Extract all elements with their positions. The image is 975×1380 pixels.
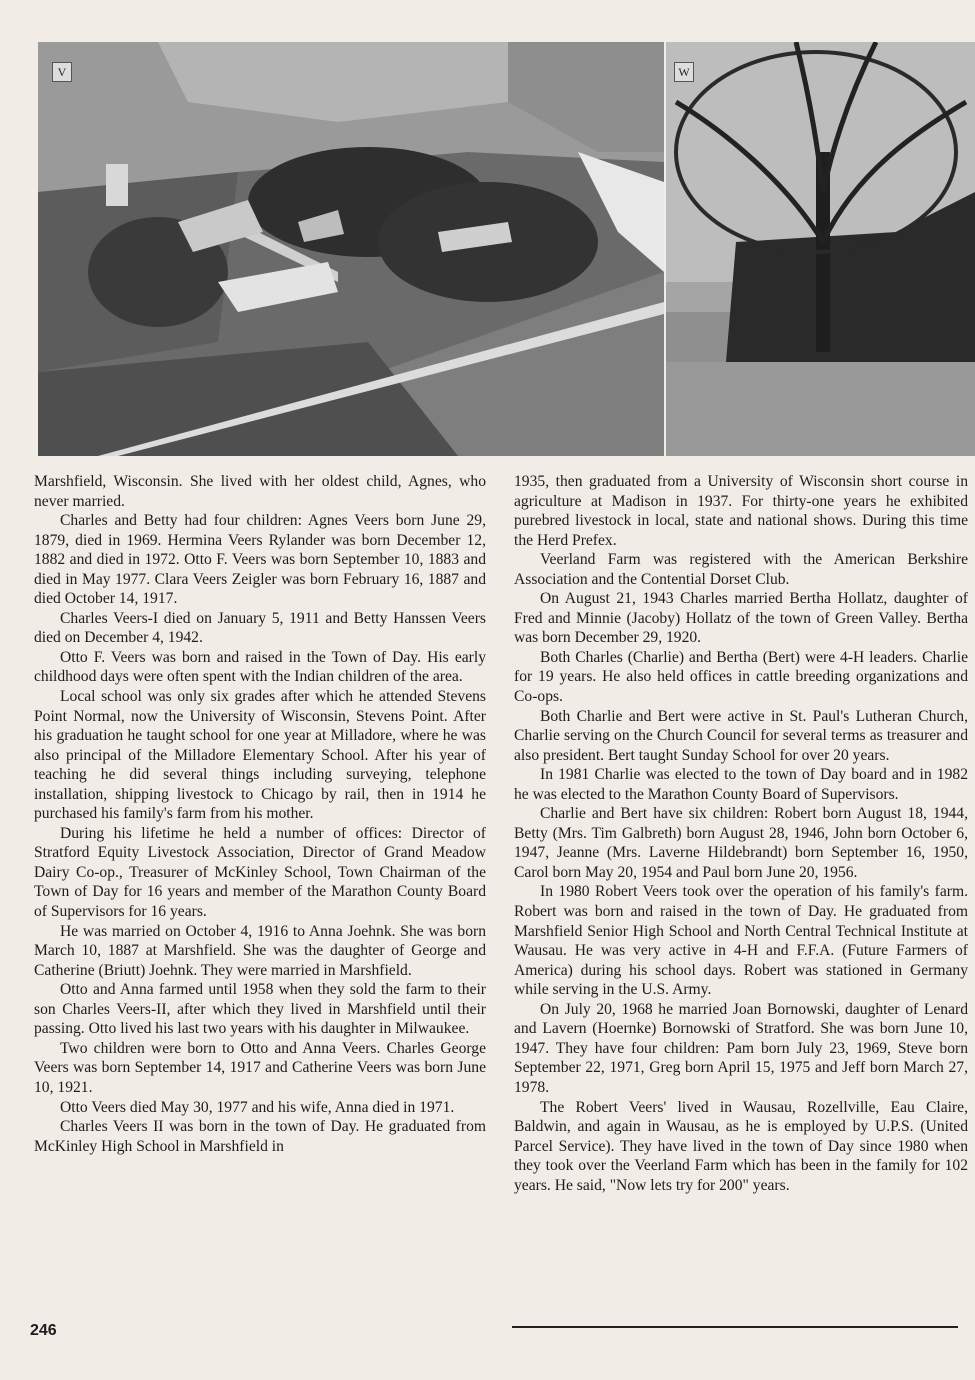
paragraph: The Robert Veers' lived in Wausau, Rozellville, Eau Claire, Baldwin, and again in Wausau, as he is employed by U.P.S. (United Parcel Service). They have lived in the town of Day since 1980 when they took over the Veerland Farm which has been in the family for 102 years. He said, "Now lets try for 200" years. bbox=[514, 1098, 968, 1194]
flooded-farm-image bbox=[666, 42, 975, 456]
paragraph: Veerland Farm was registered with the American Berkshire Association and the Contential Dorset Club. bbox=[514, 551, 968, 588]
paragraph: Otto and Anna farmed until 1958 when they sold the farm to their son Charles Veers-II, after which they lived in Marshfield until their passing. Otto lived his last two years with his daughter in Milwaukee. bbox=[34, 981, 486, 1038]
photo-label-v: V bbox=[52, 62, 72, 82]
aerial-farm-photo bbox=[38, 42, 664, 456]
paragraph: In 1980 Robert Veers took over the operation of his family's farm. Robert was born and raised in the town of Day. He graduated from Marshfield Senior High School and North Central Technical Institute at Wausau. He was very active in 4-H and F.F.A. (Future Farmers of America) during his school days. Robert was stationed in Germany while serving in the U.S. Army. bbox=[514, 883, 968, 999]
left-text-column bbox=[34, 472, 486, 1156]
end-rule bbox=[512, 1326, 958, 1328]
paragraph: Charles and Betty had four children: Agnes Veers born June 29, 1879, died in 1969. Hermina Veers Rylander was born December 12, 1882 and died in 1972. Otto F. Veers was born September 10, 1883 and died in May 1977. Clara Veers Zeigler was born February 16, 1887 and died October 14, 1917. bbox=[34, 512, 486, 608]
paragraph: On July 20, 1968 he married Joan Bornowski, daughter of Lenard and Lavern (Hoernke) Bornowski of Stratford. She was born June 10, 1947. They have four children: Pam born July 23, 1969, Steve born September 22, 1971, Greg born April 15, 1975 and Jeff born March 27, 1978. bbox=[514, 1000, 968, 1096]
paragraph: Otto Veers died May 30, 1977 and his wife, Anna died in 1971. bbox=[60, 1098, 455, 1116]
paragraph: During his lifetime he held a number of offices: Director of Stratford Equity Livestock Association, Director of Grand Meadow Dairy Co-op., Treasurer of McKinley School, Town Chairman of the Town of Day for 16 years and member of the Marathon County Board of Supervisors for 16 years. bbox=[34, 824, 486, 921]
paragraph: Both Charles (Charlie) and Bertha (Bert) were 4-H leaders. Charlie for 19 years. He also held offices in cattle breeding organizations and Co-ops. bbox=[514, 648, 968, 706]
paragraph: In 1981 Charlie was elected to the town of Day board and in 1982 he was elected to the Marathon County Board of Supervisors. bbox=[514, 766, 968, 803]
paragraph: Local school was only six grades after which he attended Stevens Point Normal, now the University of Wisconsin, Stevens Point. After his graduation he taught school for one year at Milladore, where he was also principal of the Milladore Elementary School. After his year of teaching he did several things including surveying, telephone installation, shipping livestock to Chicago by rail, then in 1914 he purchased his family's farm from his mother. bbox=[34, 688, 486, 823]
page-number: 246 bbox=[30, 1322, 57, 1339]
aerial-farm-image bbox=[38, 42, 664, 456]
paragraph: Marshfield, Wisconsin. She lived with her oldest child, Agnes, who never married. bbox=[34, 473, 486, 510]
paragraph: He was married on October 4, 1916 to Anna Joehnk. She was born March 10, 1887 at Marshfield. She was the daughter of George and Catherine (Briutt) Joehnk. They were married in Marshfield. bbox=[34, 922, 486, 979]
photo-label-w: W bbox=[674, 62, 694, 82]
paragraph: Two children were born to Otto and Anna Veers. Charles George Veers was born September 14, 1917 and Catherine Veers was born June 10, 1921. bbox=[34, 1039, 486, 1096]
paragraph: 1935, then graduated from a University of Wisconsin short course in agriculture at Madison in 1937. For thirty-one years he exhibited purebred livestock in local, state and national shows. During this time the Herd Prefex. bbox=[514, 473, 968, 549]
paragraph: On August 21, 1943 Charles married Bertha Hollatz, daughter of Fred and Minnie (Jacoby) Hollatz of the town of Green Valley. Bertha was born December 29, 1920. bbox=[514, 590, 968, 647]
paragraph: Both Charlie and Bert were active in St. Paul's Lutheran Church, Charlie serving on the Church Council for several terms as treasurer and also president. Bert taught Sunday School for over 20 years. bbox=[514, 707, 968, 764]
flooded-farm-photo bbox=[666, 42, 975, 456]
paragraph: Charles Veers II was born in the town of Day. He graduated from McKinley High School in Marshfield in bbox=[34, 1118, 486, 1155]
right-text-column bbox=[514, 472, 968, 1195]
paragraph: Otto F. Veers was born and raised in the Town of Day. His early childhood days were often spent with the Indian children of the area. bbox=[34, 648, 486, 686]
paragraph: Charles Veers-I died on January 5, 1911 and Betty Hanssen Veers died on December 4, 1942. bbox=[34, 609, 486, 647]
paragraph: Charlie and Bert have six children: Robert born August 18, 1944, Betty (Mrs. Tim Galbreth) born August 28, 1946, John born October 6, 1947, Jeanne (Mrs. Laverne Hildebrandt) born September 16, 1950, Carol born May 20, 1954 and Paul born June 20, 1956. bbox=[514, 805, 968, 881]
